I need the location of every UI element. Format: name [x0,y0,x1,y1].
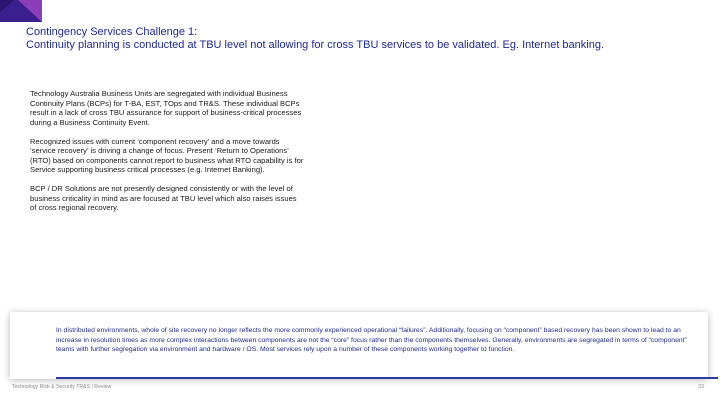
title-heading: Contingency Services Challenge 1: [26,26,198,38]
brand-logo [0,0,42,22]
title-subheading: Continuity planning is conducted at TBU level not allowing for cross TBU services to be validated. Eg. Internet banking. [26,39,605,51]
slide-title [26,26,710,52]
footer-label: Technology Risk & Security TR&S | Review [12,384,112,390]
body-paragraph-3: BCP / DR Solutions are not presently designed consistently or with the level of business criticality in mind as are focused at TBU level which also raises issues of cross regional recovery. [30,184,297,212]
body-paragraph-1: Technology Australia Business Units are segregated with individual Business Continuity Plans (BCPs) for T-BA, EST, TOps and TR&S. These individual BCPs result in a lack of cross TBU assurance for support of business-critical processes during a Business Continuity Event. [30,89,302,127]
callout-divider [56,377,718,379]
callout-text: In distributed environments, whole of site recovery no longer reflects the more commonly experienced operational “failures”. Additionally, focusing on “component” based recovery has been shown to lead to an increase in resolution times as more complex interactions between components are not the “core” focus rather than the components themselves. Generally, environments are segregated in terms of “component” teams with further segregation via environment and hardware / OS. Most services rely upon a number of these components working together to function. [56,327,687,354]
callout-box [10,312,708,379]
body-paragraph-2: Recognized issues with current ‘component recovery’ and a move towards ‘service recovery’ is driving a change of focus. Present ‘Return to Operations’ (RTO) based on components cannot report to business what RTO capability is for Service supporting business critical processes (e.g. Internet Banking). [30,136,304,174]
body-text [30,89,305,222]
page-number: 33 [698,384,704,390]
